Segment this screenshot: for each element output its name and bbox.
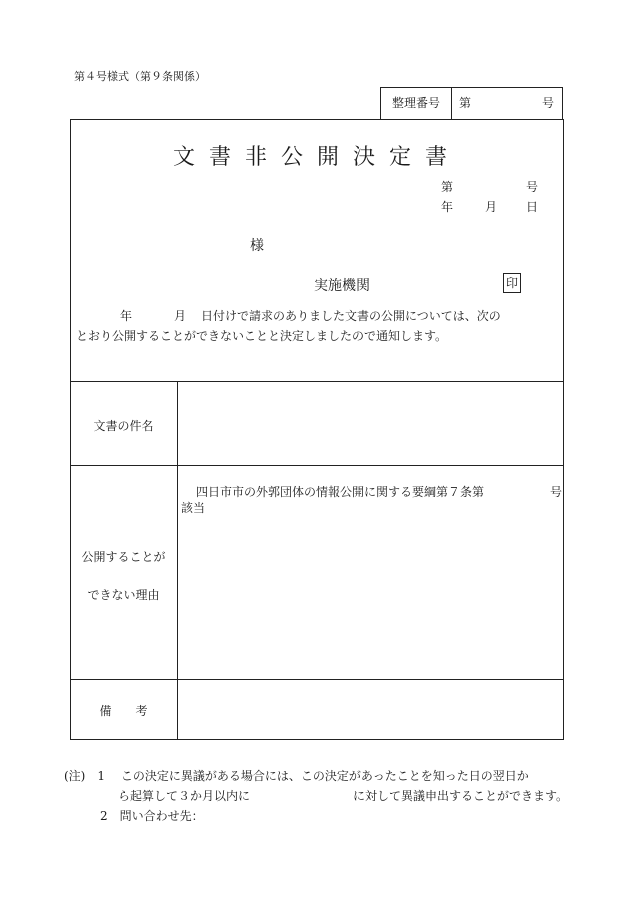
seal-mark: 印 <box>503 273 521 293</box>
addressee-suffix: 様 <box>250 238 264 254</box>
reason-label-line-1: 公開することが <box>81 550 166 564</box>
body-line-1-rest: 日付けで請求のありました文書の公開については、次の <box>201 309 501 323</box>
subject-label: 文書の件名 <box>93 419 154 433</box>
table-column-divider <box>177 381 178 739</box>
note-1-line-2a: ら起算して３か月以内に <box>118 789 251 803</box>
reference-number-go: 号 <box>541 96 554 110</box>
table-row-divider-1 <box>70 465 564 466</box>
body-line-1 <box>120 307 501 324</box>
note-1-line-1: (注) 1 この決定に異議がある場合には、この決定があったことを知った日の翌日か <box>64 769 529 783</box>
table-row-divider-2 <box>70 679 564 680</box>
reference-number-label: 整理番号 <box>381 88 452 119</box>
table-top-border <box>70 381 564 382</box>
reason-gaito: 該当 <box>181 501 206 515</box>
remarks-label: 備 考 <box>99 704 148 718</box>
date-month: 月 <box>485 200 498 214</box>
body-line-1-year: 年 <box>120 309 133 323</box>
body-line-2: とおり公開することができないことと決定しましたので通知します。 <box>76 329 448 343</box>
date-day: 日 <box>526 200 539 214</box>
reason-text: 四日市市の外郭団体の情報公開に関する要綱第７条第 <box>196 485 485 499</box>
reason-label-line-2: できない理由 <box>87 588 160 602</box>
agency-label: 実施機関 <box>314 278 370 294</box>
document-number-go: 号 <box>526 180 539 194</box>
document-title: 文書非公開決定書 <box>172 145 461 170</box>
reference-number-box <box>380 87 563 119</box>
form-number-label: 第４号様式（第９条関係） <box>74 70 206 83</box>
reason-go: 号 <box>550 485 563 499</box>
reference-number-dai: 第 <box>459 96 472 110</box>
body-line-1-month: 月 <box>174 309 187 323</box>
note-1-line-2b: に対して異議申出することができます。 <box>353 789 569 803</box>
note-2: 2 問い合わせ先： <box>100 809 204 823</box>
document-number-dai: 第 <box>441 180 454 194</box>
date-year: 年 <box>441 200 454 214</box>
